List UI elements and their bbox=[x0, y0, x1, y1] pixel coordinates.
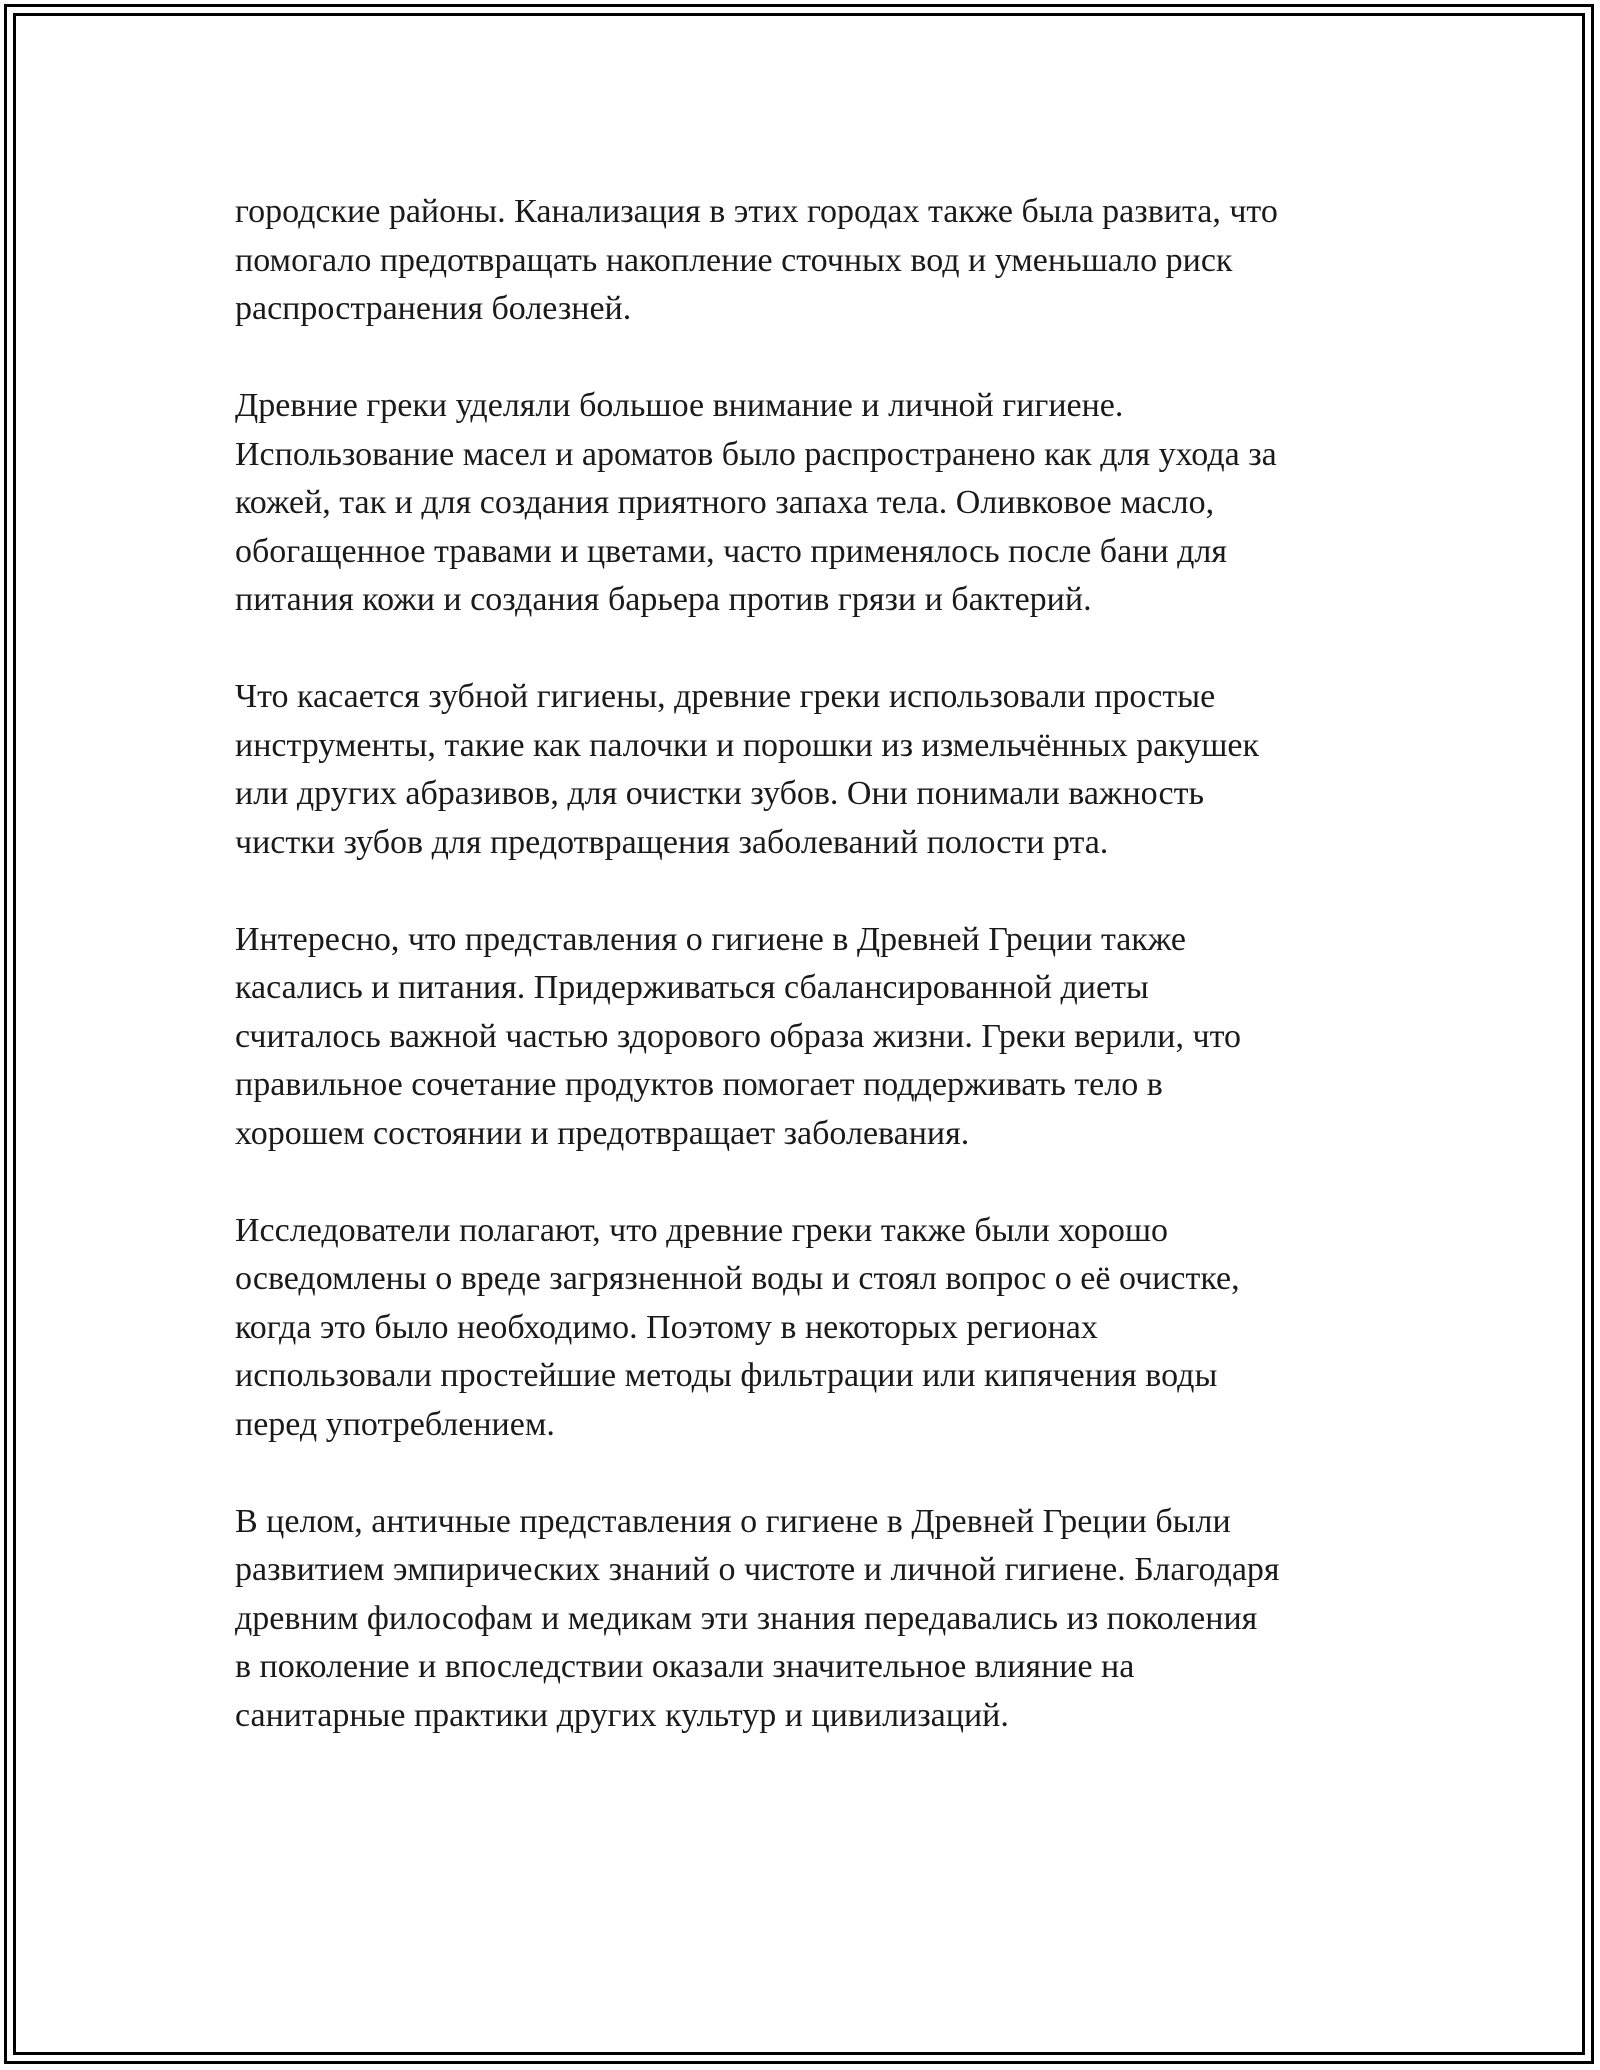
paragraph-3: Что касается зубной гигиены, древние греки использовали простые инструменты, такие как палочки и порошки из измельчённых ракушек или других абразивов, для очистки зубов. Они понимали важность чистки зубов для предотвращения заболеваний полости рта. bbox=[235, 678, 1260, 861]
paragraph-1: городские районы. Канализация в этих городах также была развита, что помогало предотвращать накопление сточных вод и уменьшало риск распространения болезней. bbox=[235, 193, 1278, 327]
paragraph-2: Древние греки уделяли большое внимание и личной гигиене. Использование масел и ароматов было распространено как для ухода за кожей, так и для создания приятного запаха тела. Оливковое масло, обогащенное травами и цветами, часто применялось после бани для питания кожи и создания барьера против грязи и бактерий. bbox=[235, 387, 1277, 618]
paragraph-6: В целом, античные представления о гигиене в Древней Греции были развитием эмпирических знаний о чистоте и личной гигиене. Благодаря древним философам и медикам эти знания передавались из поколения в поколение и впоследствии оказали значительное влияние на санитарные практики других культур и цивилизаций. bbox=[235, 1502, 1280, 1734]
paragraph-4: Интересно, что представления о гигиене в Древней Греции также касались и питания. Придерживаться сбалансированной диеты считалось важной частью здорового образа жизни. Греки верили, что правильное сочетание продуктов помогает поддерживать тело в хорошем состоянии и предотвращает заболевания. bbox=[235, 920, 1241, 1152]
paragraph-5: Исследователи полагают, что древние греки также были хорошо осведомлены о вреде загрязненной воды и стоял вопрос о её очистке, когда это было необходимо. Поэтому в некоторых регионах использовали простейшие методы фильтрации или кипячения воды перед употреблением. bbox=[235, 1211, 1240, 1443]
document-body bbox=[235, 188, 1395, 1740]
